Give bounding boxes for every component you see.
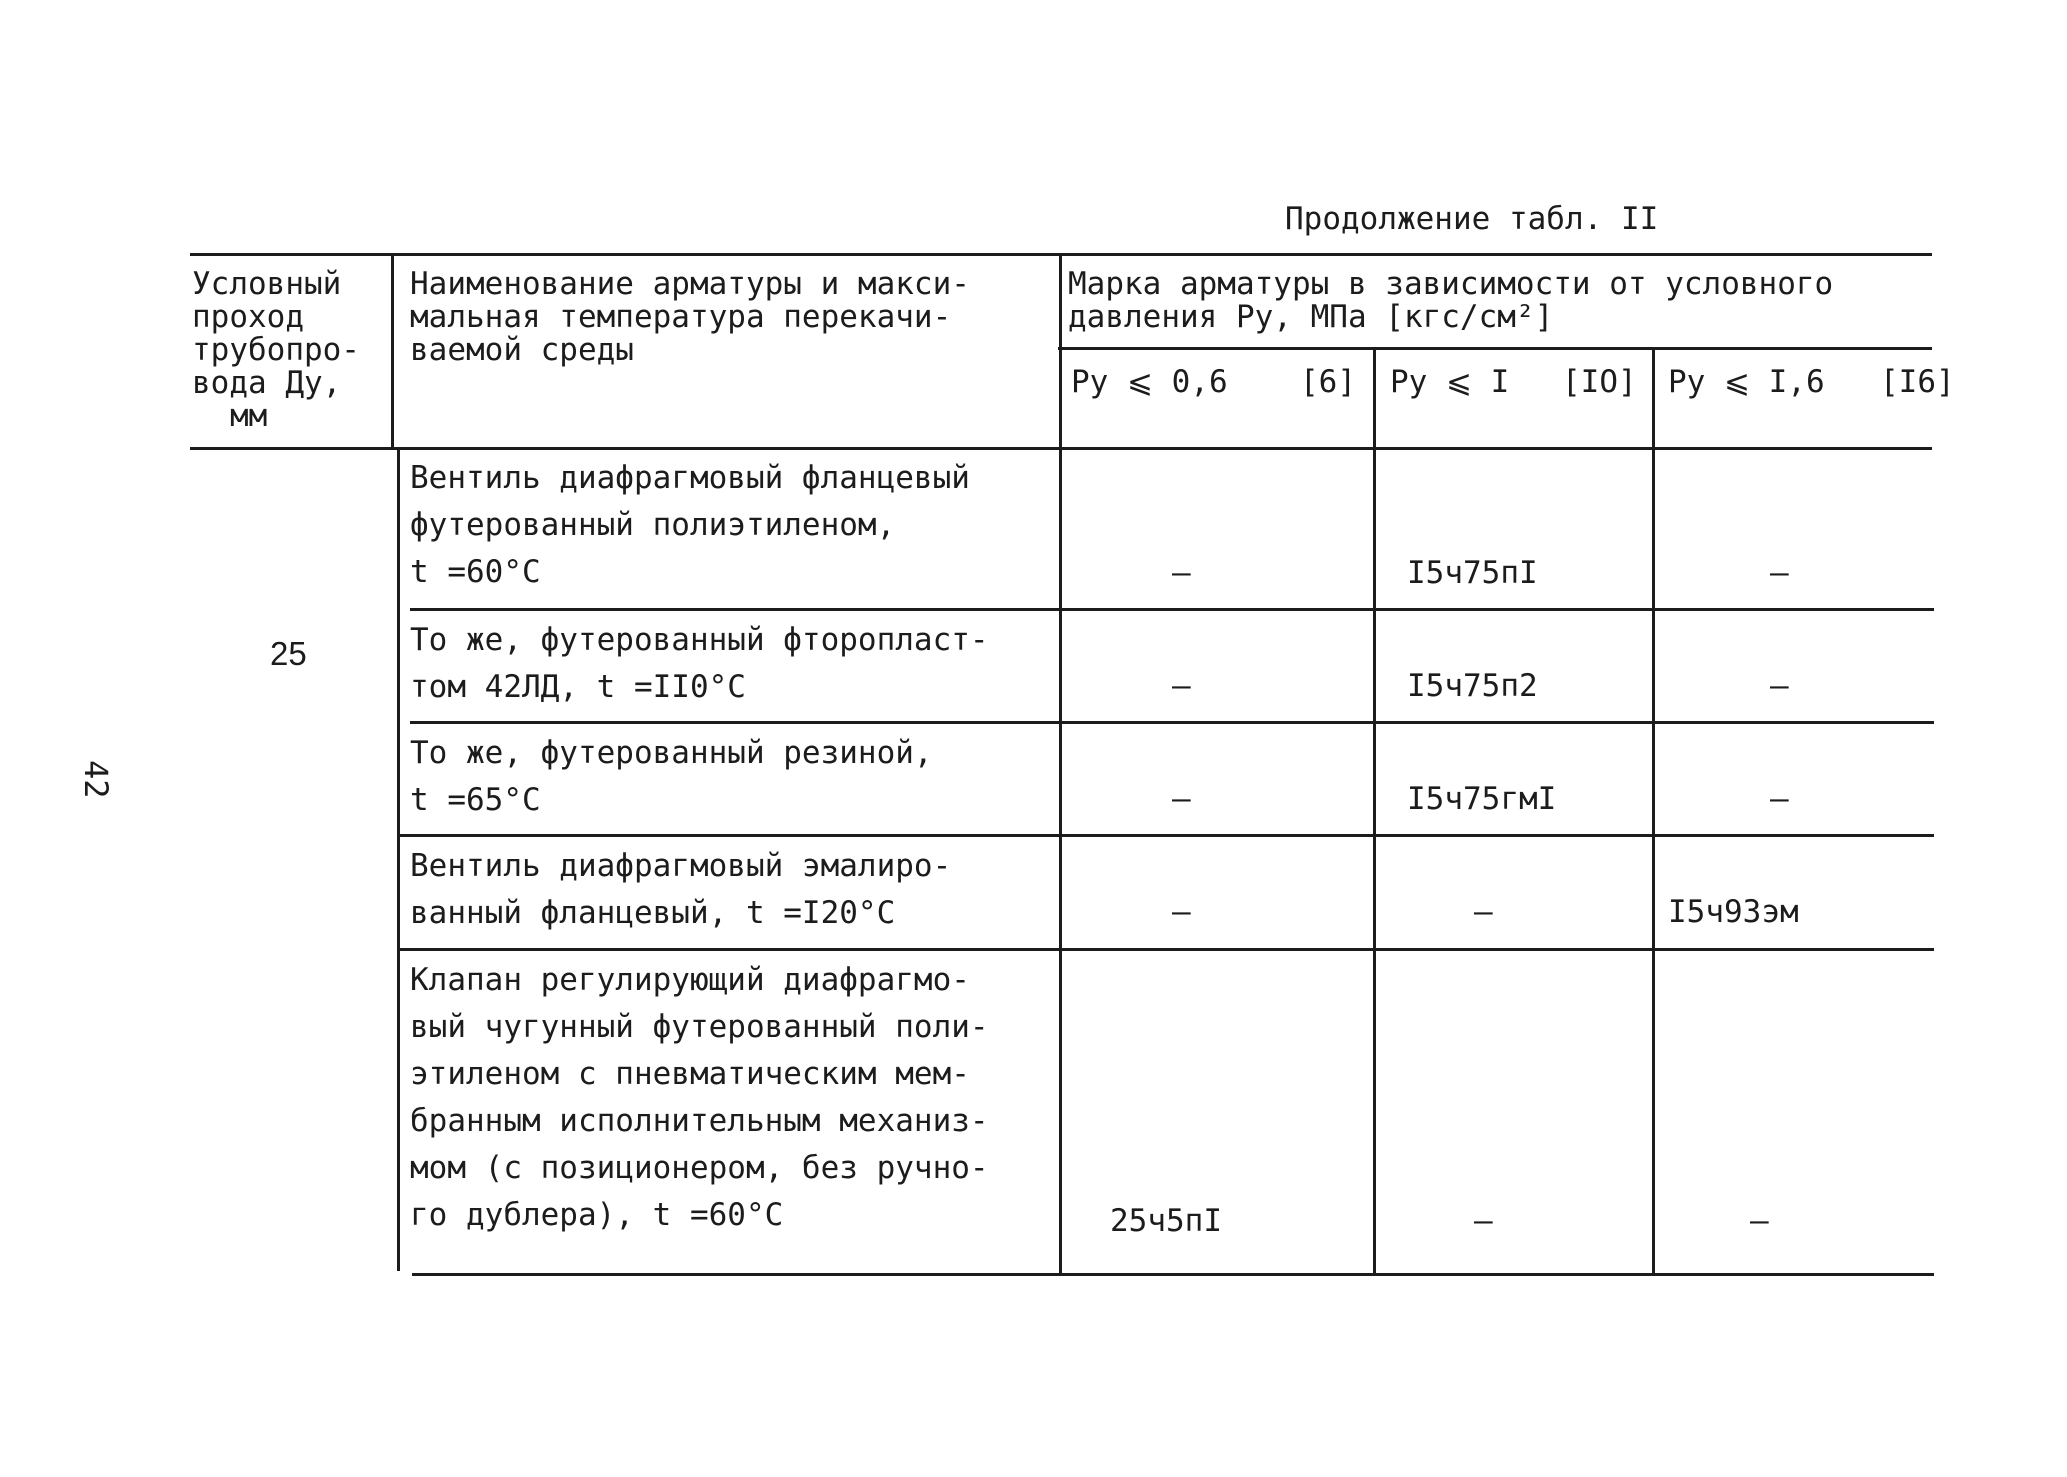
header-p1-kgs: [6] bbox=[1300, 364, 1356, 400]
table-bottom-rule bbox=[412, 1273, 1934, 1276]
row-2-p3: – bbox=[1770, 668, 1789, 704]
row-5-p1: 25ч5пI bbox=[1110, 1203, 1222, 1239]
row-4-p1: – bbox=[1172, 894, 1191, 930]
col-rule-dn bbox=[391, 253, 394, 447]
row-2-p1: – bbox=[1172, 668, 1191, 704]
row-2-description: То же, футерованный фторопласт- том 42ЛД, t =II0°С bbox=[410, 622, 989, 705]
row-3-p3: – bbox=[1770, 781, 1789, 817]
page-number: 42 bbox=[77, 760, 115, 799]
row-3-p1: – bbox=[1172, 781, 1191, 817]
row-rule-2 bbox=[410, 721, 1934, 724]
row-4-p2: – bbox=[1474, 894, 1493, 930]
row-1-p3: – bbox=[1770, 555, 1789, 591]
col-rule-p2 bbox=[1652, 347, 1655, 1273]
col-rule-p1 bbox=[1373, 347, 1376, 1273]
header-name: Наименование арматуры и макси- мальная температура перекачи- ваемой среды bbox=[410, 266, 970, 368]
row-3-p2: I5ч75гмI bbox=[1407, 781, 1557, 817]
col-rule-name bbox=[1059, 253, 1062, 1273]
row-5-description: Клапан регулирующий диафрагмо- вый чугунный футерованный поли- этиленом с пневматическим мем- бранным исполнительным механиз- мом (с позиционером, без ручно- го дублера), t =60°С bbox=[410, 962, 989, 1233]
row-5-p3: – bbox=[1750, 1203, 1769, 1239]
header-p3: Ру ⩽ I,6 bbox=[1668, 364, 1825, 400]
row-rule-4 bbox=[398, 948, 1934, 951]
row-1-description: Вентиль диафрагмовый фланцевый футерованный полиэтиленом, t =60°С bbox=[410, 460, 970, 590]
row-4-description: Вентиль диафрагмовый эмалиро- ванный фланцевый, t =I20°С bbox=[410, 848, 952, 931]
row-1-p2: I5ч75пI bbox=[1407, 555, 1538, 591]
row-4-p3: I5ч93эм bbox=[1668, 894, 1799, 930]
header-p2-kgs: [IO] bbox=[1562, 364, 1637, 400]
dn-value: 25 bbox=[270, 635, 307, 672]
header-dn: Условный проход трубопро- вода Ду, мм bbox=[192, 266, 360, 434]
header-mark: Марка арматуры в зависимости от условного давления Ру, МПа [кгс/см²] bbox=[1068, 266, 1834, 335]
header-p3-kgs: [I6] bbox=[1880, 364, 1955, 400]
row-1-p1: – bbox=[1172, 555, 1191, 591]
row-2-p2: I5ч75п2 bbox=[1407, 668, 1538, 704]
table-caption: Продолжение табл. II bbox=[1285, 201, 1659, 237]
row-3-description: То же, футерованный резиной, t =65°С bbox=[410, 735, 933, 818]
row-rule-1 bbox=[410, 608, 1934, 611]
row-rule-3 bbox=[398, 834, 1934, 837]
col-rule-dn-body bbox=[397, 447, 400, 1271]
header-sub-rule bbox=[1058, 347, 1932, 350]
header-p1: Ру ⩽ 0,6 bbox=[1071, 364, 1228, 400]
row-5-p2: – bbox=[1474, 1203, 1493, 1239]
header-p2: Ру ⩽ I bbox=[1390, 364, 1510, 400]
